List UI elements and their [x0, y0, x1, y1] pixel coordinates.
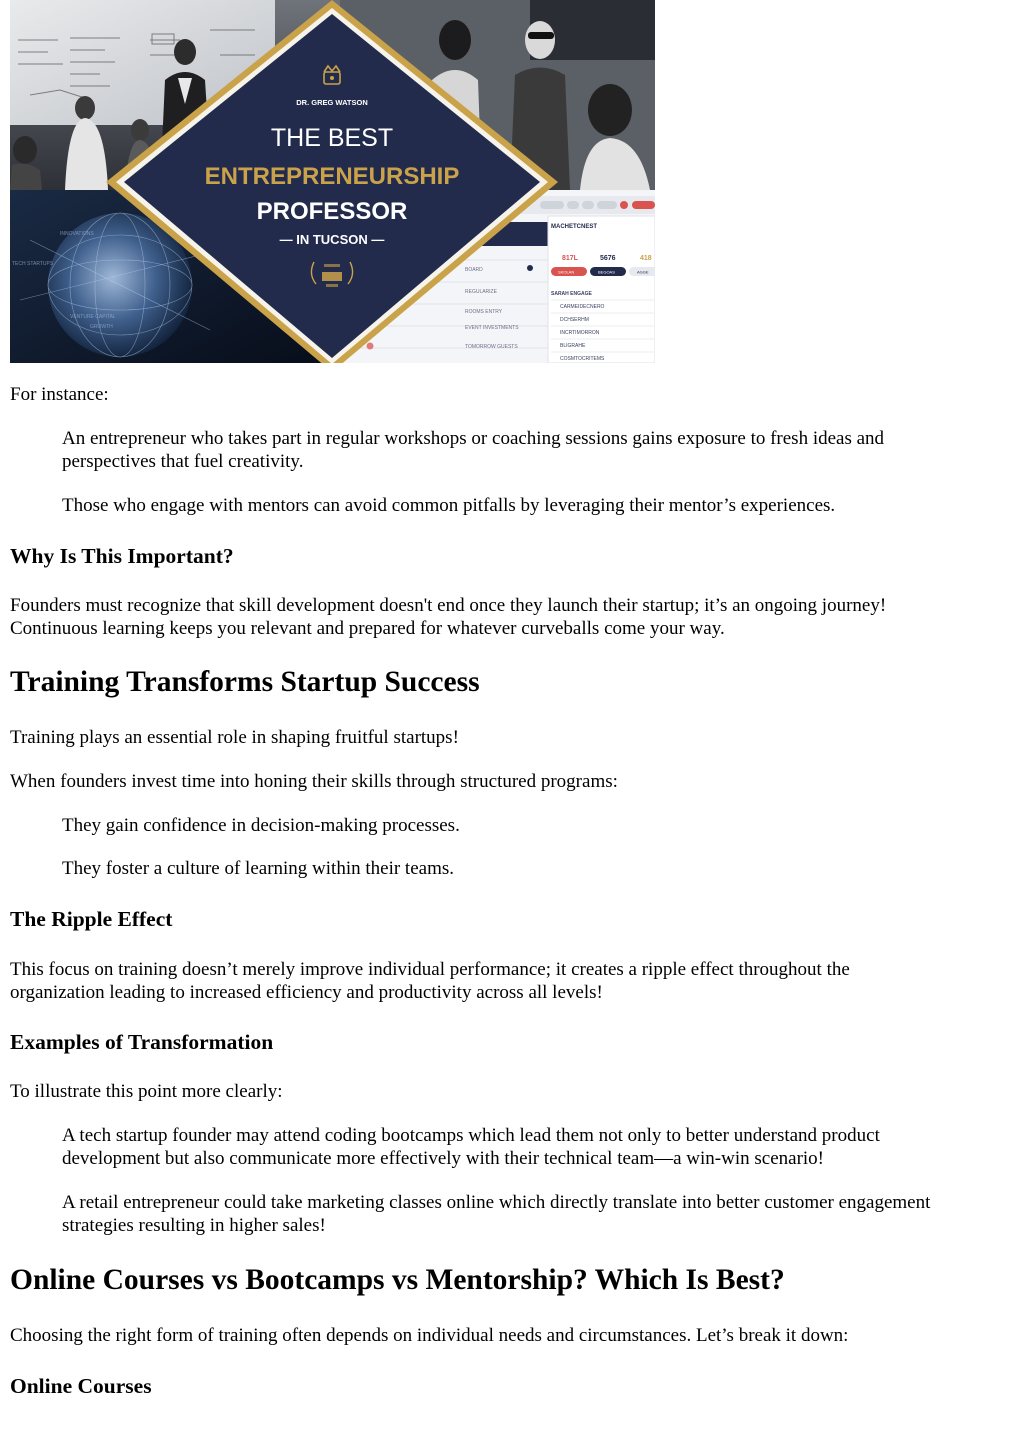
svg-text:INNOVATIONS: INNOVATIONS: [60, 231, 94, 237]
svg-text:VENTURE CAPITAL: VENTURE CAPITAL: [70, 314, 116, 320]
paragraph-training: Training plays an essential role in shaping fruitful startups!: [10, 727, 459, 748]
list-item: strategies resulting in higher sales!: [62, 1215, 326, 1236]
svg-text:ROOMS ENTRY: ROOMS ENTRY: [465, 309, 503, 315]
dashboard-chip: BEGOAS: [598, 269, 615, 275]
list-item: development but also communicate more effectively with their technical team—a win-win scenario!: [62, 1148, 825, 1169]
dashboard-list-item: BLIGRAHE: [560, 343, 586, 349]
svg-text:GROWTH: GROWTH: [90, 324, 113, 330]
heading-ripple-effect: The Ripple Effect: [10, 907, 173, 931]
hero-image: [10, 0, 655, 363]
heading-online-courses: Online Courses: [10, 1374, 152, 1398]
svg-text:BOARD: BOARD: [465, 267, 483, 273]
dashboard-chip: AGGE: [637, 269, 649, 275]
dashboard-chip: SKOLAN: [558, 269, 575, 275]
svg-text:TOMORROW GUESTS: TOMORROW GUESTS: [465, 344, 518, 350]
svg-text:EVENT INVESTMENTS: EVENT INVESTMENTS: [465, 325, 519, 331]
heading-training-transforms: Training Transforms Startup Success: [10, 666, 480, 698]
paragraph-why: Continuous learning keeps you relevant and prepared for whatever curveballs come your way.: [10, 618, 725, 639]
paragraph-ripple: organization leading to increased efficiency and productivity across all levels!: [10, 982, 603, 1003]
heading-examples: Examples of Transformation: [10, 1030, 274, 1054]
hero-title-line1: THE BEST: [270, 124, 394, 152]
dashboard-stat: 817L: [562, 255, 578, 262]
list-item: They gain confidence in decision-making processes.: [62, 815, 460, 836]
paragraph-examples: To illustrate this point more clearly:: [10, 1081, 283, 1102]
hero-title-line4: — IN TUCSON —: [279, 232, 385, 247]
svg-text:REGULARIZE: REGULARIZE: [465, 289, 497, 295]
list-item: A retail entrepreneur could take marketing classes online which directly translate into better customer engagement: [62, 1192, 931, 1213]
hero-author: DR. GREG WATSON: [296, 98, 368, 107]
dashboard-list-item: SARAH ENGAGE: [551, 291, 592, 297]
paragraph-choosing: Choosing the right form of training often depends on individual needs and circumstances. Let’s break it down:: [10, 1325, 849, 1346]
dashboard-title: MACHETCNEST: [551, 224, 597, 230]
paragraph-training: When founders invest time into honing their skills through structured programs:: [10, 771, 618, 792]
list-item: Those who engage with mentors can avoid common pitfalls by leveraging their mentor’s experiences.: [62, 495, 836, 516]
list-item: They foster a culture of learning within their teams.: [62, 858, 455, 879]
svg-text:TECH STARTUPS: TECH STARTUPS: [12, 261, 54, 267]
list-item: An entrepreneur who takes part in regular workshops or coaching sessions gains exposure to fresh ideas and: [62, 428, 885, 449]
paragraph-for-instance: For instance:: [10, 384, 109, 405]
heading-why-important: Why Is This Important?: [10, 544, 234, 568]
list-item: perspectives that fuel creativity.: [62, 451, 304, 472]
dashboard-list-item: INCRTIMORRON: [560, 330, 600, 336]
paragraph-why: Founders must recognize that skill development doesn't end once they launch their startup; it’s an ongoing journey!: [10, 595, 887, 616]
dashboard-list-item: CARMEIDECNERO: [560, 304, 605, 310]
dashboard-list-item: DCHSERHM: [560, 317, 589, 323]
list-item: A tech startup founder may attend coding bootcamps which lead them not only to better understand product: [62, 1125, 880, 1146]
heading-online-vs: Online Courses vs Bootcamps vs Mentorship? Which Is Best?: [10, 1264, 785, 1296]
dashboard-list-item: COSMTOCRITEMS: [560, 356, 605, 362]
hero-title-line2: ENTREPRENEURSHIP: [204, 163, 460, 190]
dashboard-stat: 5676: [600, 255, 616, 262]
dashboard-stat: 418: [640, 255, 652, 262]
paragraph-ripple: This focus on training doesn’t merely improve individual performance; it creates a ripple effect throughout the: [10, 959, 850, 980]
hero-title-line3: PROFESSOR: [256, 198, 408, 225]
